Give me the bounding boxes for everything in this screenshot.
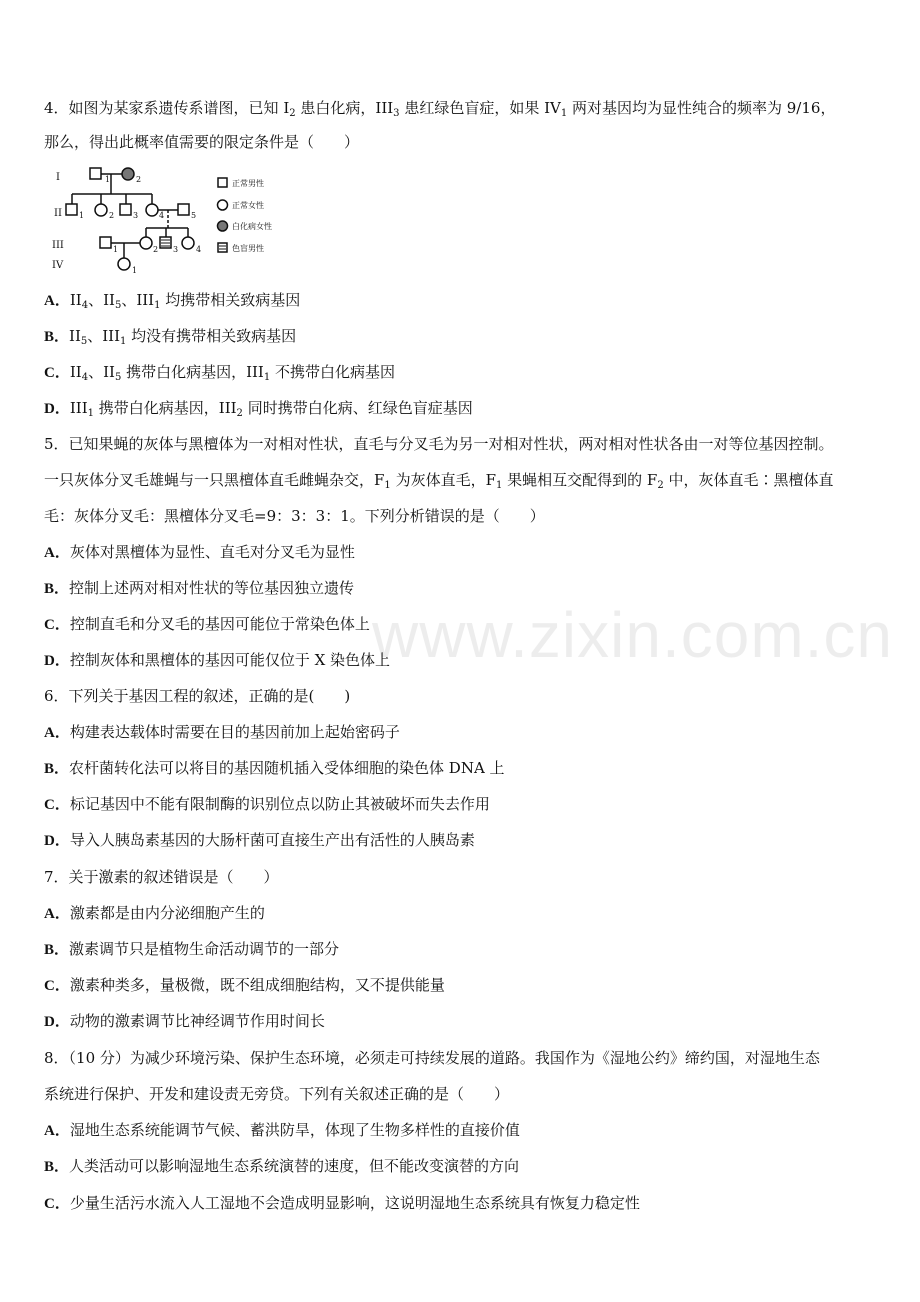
legend-female-label: 正常女性	[232, 201, 264, 210]
num-II4: 4	[159, 211, 165, 220]
num-IV1: 1	[132, 266, 138, 275]
num-III4: 4	[196, 245, 202, 254]
q6-option-c: C．标记基因中不能有限制酶的识别位点以防止其被破坏而失去作用	[44, 795, 490, 813]
I2-albino-female	[122, 168, 134, 180]
gen-label-II: II	[54, 208, 62, 219]
II4-female	[146, 204, 158, 216]
q7-option-a: A．激素都是由内分泌细胞产生的	[44, 904, 265, 922]
num-II3: 3	[133, 211, 139, 220]
q4-option-b: B．$II_5$、$III_1$ 均没有携带相关致病基因	[44, 327, 297, 347]
q5-stem-line2: 一只灰体分叉毛雄蝇与一只黑檀体直毛雌蝇杂交，$F_1$ 为灰体直毛，$F_1$ 果蝇相互交配得到的 $F_2$ 中，灰体直毛∶黑檀体直	[44, 471, 834, 491]
q8-stem-line2: 系统进行保护、开发和建设责无旁贷。下列有关叙述正确的是（ ）	[44, 1085, 510, 1103]
q8-option-a: A．湿地生态系统能调节气候、蓄洪防旱，体现了生物多样性的直接价值	[44, 1121, 520, 1139]
II5-male	[178, 204, 189, 215]
pedigree-chart	[48, 160, 288, 280]
q5-option-c: C．控制直毛和分叉毛的基因可能位于常染色体上	[44, 615, 370, 633]
q7-option-d: D．动物的激素调节比神经调节作用时间长	[44, 1012, 325, 1030]
I1-male	[90, 168, 101, 179]
q8-stem-line1: 8．（10 分）为减少环境污染、保护生态环境，必须走可持续发展的道路。我国作为《湿地公约》缔约国，对湿地生态	[44, 1049, 820, 1067]
q6-option-b: B．农杆菌转化法可以将目的基因随机插入受体细胞的染色体 DNA 上	[44, 759, 505, 777]
III1-male	[100, 237, 111, 248]
num-III3: 3	[173, 245, 179, 254]
num-II5: 5	[191, 211, 197, 220]
legend-male-symbol	[218, 178, 227, 187]
legend-albino-symbol	[218, 221, 228, 231]
num-II1: 1	[79, 211, 85, 220]
q4-option-c: C．$II_4$、$II_5$ 携带白化病基因，$III_1$ 不携带白化病基因	[44, 363, 396, 383]
legend-colorblind-symbol	[218, 243, 227, 252]
legend-colorblind-label: 色盲男性	[232, 244, 264, 253]
q6-stem: 6．下列关于基因工程的叙述，正确的是( )	[44, 687, 351, 705]
q4-option-a: A．$II_4$、$II_5$、$III_1$ 均携带相关致病基因	[44, 291, 301, 311]
num-I2: 2	[136, 175, 142, 184]
q7-stem: 7．关于激素的叙述错误是（ ）	[44, 868, 279, 886]
II2-female	[95, 204, 107, 216]
num-II2: 2	[109, 211, 115, 220]
q8-option-b: B．人类活动可以影响湿地生态系统演替的速度，但不能改变演替的方向	[44, 1157, 520, 1175]
q7-option-c: C．激素种类多，量极微，既不组成细胞结构，又不提供能量	[44, 976, 445, 994]
III2-female	[140, 237, 152, 249]
gen-label-III: III	[52, 240, 64, 251]
q5-stem-line1: 5．已知果蝇的灰体与黑檀体为一对相对性状，直毛与分叉毛为另一对相对性状，两对相对性状各由一对等位基因控制。	[44, 435, 834, 453]
q5-stem-line3: 毛：灰体分叉毛：黑檀体分叉毛=9：3：3：1。下列分析错误的是（ ）	[44, 507, 545, 525]
q4-option-d: D．$III_1$ 携带白化病基因，$III_2$ 同时携带白化病、红绿色盲症基因	[44, 399, 473, 419]
IV1-female	[118, 258, 130, 270]
q6-option-a: A．构建表达载体时需要在目的基因前加上起始密码子	[44, 723, 400, 741]
q4-stem-line2: 那么，得出此概率值需要的限定条件是（ ）	[44, 133, 360, 151]
gen-label-IV: IV	[52, 260, 64, 271]
III4-female	[182, 237, 194, 249]
II3-male	[120, 204, 131, 215]
q6-option-d: D．导入人胰岛素基因的大肠杆菌可直接生产出有活性的人胰岛素	[44, 831, 475, 849]
q4-stem-line1: 4．如图为某家系遗传系谱图，已知 $I_2$ 患白化病，$III_3$ 患红绿色盲症，如果 $IV_1$ 两对基因均为显性纯合的频率为 9/16，	[44, 99, 836, 119]
num-III1: 1	[113, 245, 119, 254]
legend-female-symbol	[218, 200, 228, 210]
legend-male-label: 正常男性	[232, 179, 264, 188]
q5-option-d: D．控制灰体和黑檀体的基因可能仅位于 X 染色体上	[44, 651, 391, 669]
q5-option-b: B．控制上述两对相对性状的等位基因独立遗传	[44, 579, 355, 597]
q7-option-b: B．激素调节只是植物生命活动调节的一部分	[44, 940, 340, 958]
q5-option-a: A．灰体对黑檀体为显性、直毛对分叉毛为显性	[44, 543, 355, 561]
legend-albino-label: 白化病女性	[232, 222, 272, 231]
watermark: www.zixin.com.cn	[372, 599, 893, 671]
num-III2: 2	[153, 245, 159, 254]
q8-option-c: C．少量生活污水流入人工湿地不会造成明显影响，这说明湿地生态系统具有恢复力稳定性	[44, 1194, 640, 1212]
II1-male	[66, 204, 77, 215]
num-I1: 1	[105, 175, 111, 184]
gen-label-I: I	[56, 172, 60, 183]
